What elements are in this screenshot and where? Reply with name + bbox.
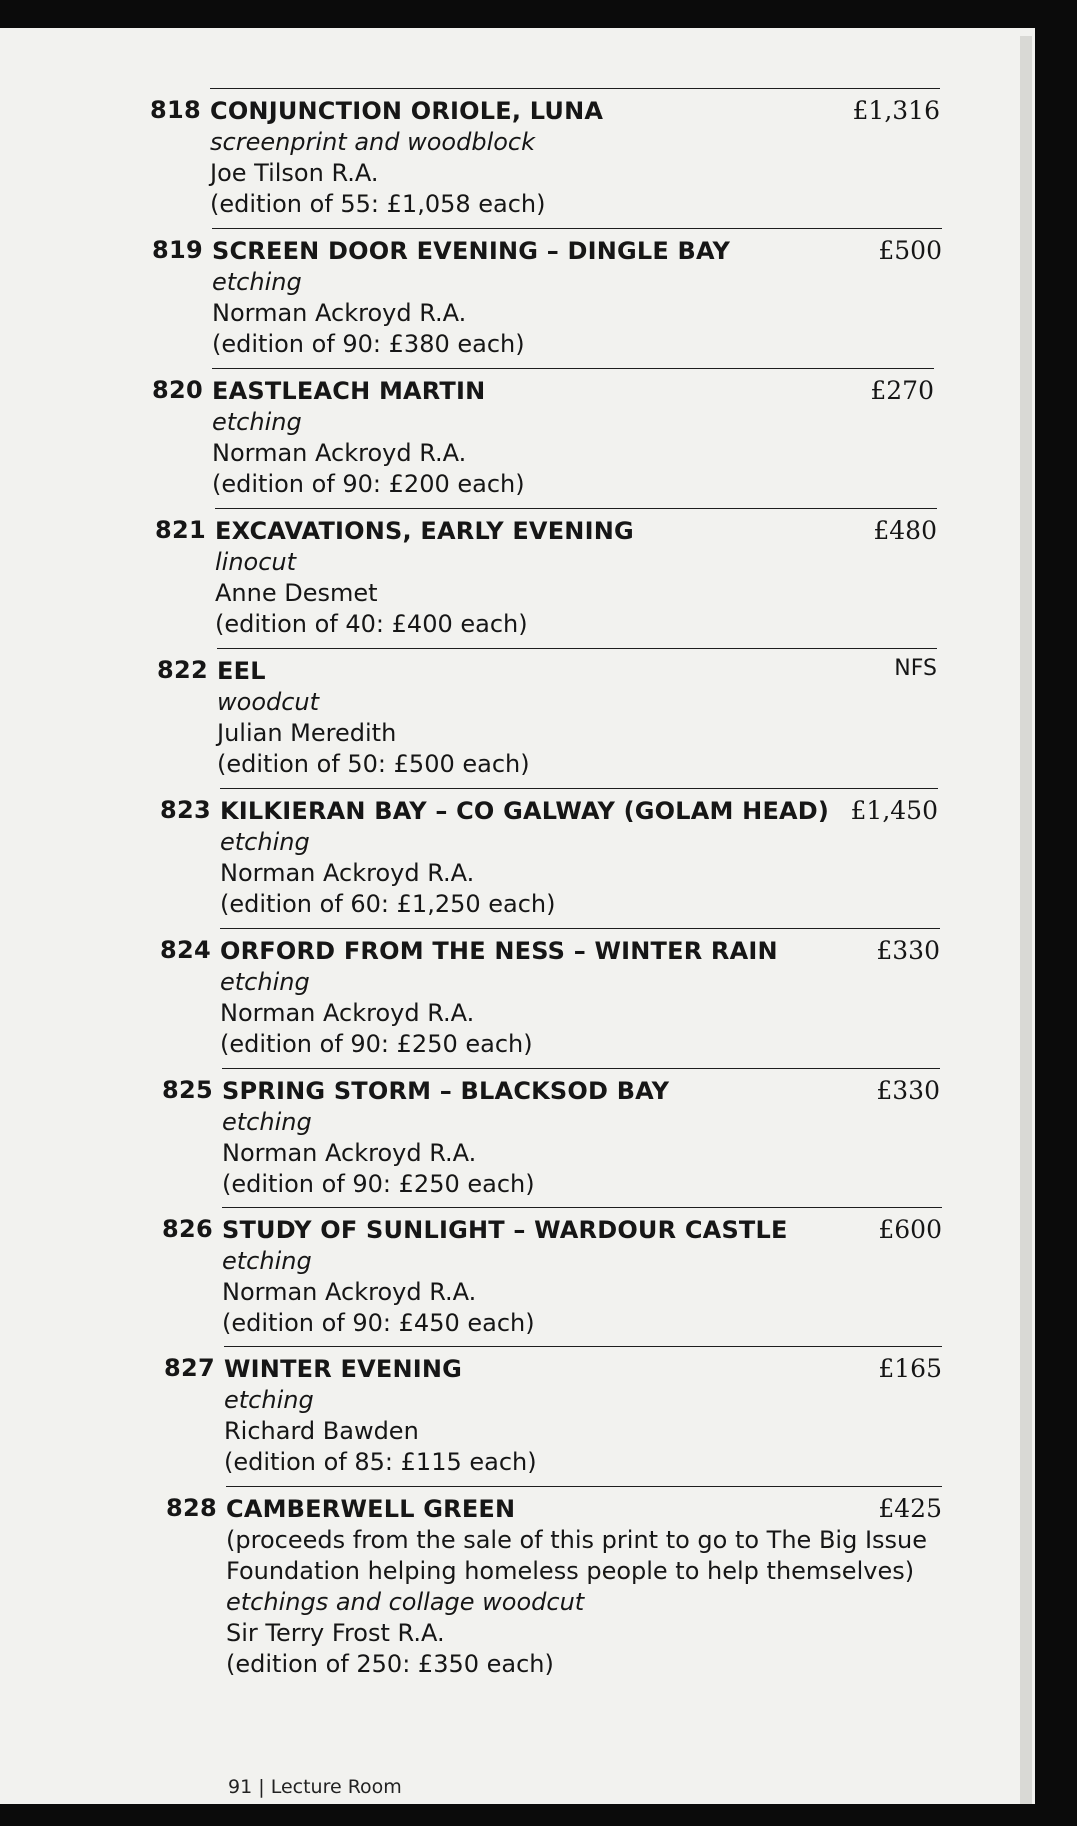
- entry-note: (proceeds from the sale of this print to go to The Big Issue: [226, 1526, 928, 1554]
- section-name: Lecture Room: [270, 1776, 402, 1798]
- entry-title: KILKIERAN BAY – CO GALWAY (GOLAM HEAD): [220, 797, 830, 825]
- entry-artist: Sir Terry Frost R.A.: [226, 1619, 445, 1647]
- entry-edition: (edition of 90: £250 each): [222, 1170, 535, 1198]
- entry-number: 820: [152, 376, 203, 404]
- entry-rule: [212, 228, 942, 229]
- entry-artist: Norman Ackroyd R.A.: [222, 1278, 477, 1306]
- entry-rule: [226, 1486, 942, 1487]
- entry-rule: [215, 508, 937, 509]
- entry-medium: etching: [224, 1386, 314, 1414]
- entry-title: ORFORD FROM THE NESS – WINTER RAIN: [220, 937, 778, 965]
- catalogue-entry-825: [162, 1068, 940, 1208]
- entry-number: 823: [160, 796, 211, 824]
- entry-price: £1,316: [852, 96, 940, 125]
- catalogue-entry-819: [152, 228, 942, 368]
- entry-price: £330: [876, 936, 940, 965]
- entry-title: STUDY OF SUNLIGHT – WARDOUR CASTLE: [222, 1216, 788, 1244]
- entry-rule: [224, 1346, 942, 1347]
- entry-number: 828: [166, 1494, 217, 1522]
- entry-title: EASTLEACH MARTIN: [212, 377, 486, 405]
- entry-title: CAMBERWELL GREEN: [226, 1495, 516, 1523]
- catalogue-entry-822: [157, 648, 937, 788]
- entry-edition: (edition of 60: £1,250 each): [220, 890, 556, 918]
- entry-price: £425: [878, 1494, 942, 1523]
- entry-edition: (edition of 90: £380 each): [212, 330, 525, 358]
- entry-edition: (edition of 85: £115 each): [224, 1448, 537, 1476]
- entry-edition: (edition of 90: £200 each): [212, 470, 525, 498]
- entry-note: Foundation helping homeless people to help themselves): [226, 1557, 915, 1585]
- entry-artist: Norman Ackroyd R.A.: [212, 299, 467, 327]
- entry-price: £1,450: [850, 796, 938, 825]
- entry-edition: (edition of 90: £250 each): [220, 1030, 533, 1058]
- entry-price: £330: [876, 1076, 940, 1105]
- catalogue-entry-821: [155, 508, 937, 648]
- entry-rule: [212, 368, 934, 369]
- page-footer: [228, 1776, 402, 1798]
- entry-artist: Norman Ackroyd R.A.: [212, 439, 467, 467]
- entry-rule: [210, 88, 940, 89]
- entry-rule: [220, 788, 938, 789]
- entry-edition: (edition of 50: £500 each): [217, 750, 530, 778]
- entry-price: £165: [878, 1354, 942, 1383]
- catalogue-entry-826: [162, 1207, 942, 1347]
- catalogue-entry-823: [160, 788, 938, 928]
- entry-number: 824: [160, 936, 211, 964]
- catalogue-entry-827: [164, 1346, 942, 1486]
- entry-artist: Julian Meredith: [217, 719, 397, 747]
- entry-artist: Norman Ackroyd R.A.: [222, 1139, 477, 1167]
- entry-title: EEL: [217, 657, 266, 685]
- entry-number: 825: [162, 1076, 213, 1104]
- entry-edition: (edition of 55: £1,058 each): [210, 190, 546, 218]
- entry-artist: Norman Ackroyd R.A.: [220, 999, 475, 1027]
- entry-edition: (edition of 40: £400 each): [215, 610, 528, 638]
- entry-title: SCREEN DOOR EVENING – DINGLE BAY: [212, 237, 731, 265]
- entry-rule: [222, 1207, 942, 1208]
- entry-price: NFS: [894, 656, 937, 681]
- entry-title: SPRING STORM – BLACKSOD BAY: [222, 1077, 670, 1105]
- page-number: 91: [228, 1776, 253, 1798]
- entry-medium: etching: [222, 1108, 312, 1136]
- entry-title: WINTER EVENING: [224, 1355, 463, 1383]
- entry-medium: etching: [222, 1247, 312, 1275]
- entry-artist: Richard Bawden: [224, 1417, 419, 1445]
- entry-rule: [222, 1068, 940, 1069]
- entry-medium: screenprint and woodblock: [210, 128, 536, 156]
- entry-rule: [217, 648, 937, 649]
- entry-medium: woodcut: [217, 688, 320, 716]
- catalogue-entry-820: [152, 368, 934, 508]
- entry-medium: etchings and collage woodcut: [226, 1588, 585, 1616]
- entry-medium: etching: [220, 968, 310, 996]
- entry-rule: [220, 928, 940, 929]
- entry-artist: Joe Tilson R.A.: [210, 159, 379, 187]
- entry-number: 822: [157, 656, 208, 684]
- footer-separator: |: [258, 1776, 265, 1798]
- entry-number: 821: [155, 516, 206, 544]
- entry-medium: etching: [220, 828, 310, 856]
- entry-price: £270: [870, 376, 934, 405]
- entry-medium: linocut: [215, 548, 297, 576]
- entry-title: CONJUNCTION ORIOLE, LUNA: [210, 97, 604, 125]
- entry-title: EXCAVATIONS, EARLY EVENING: [215, 517, 634, 545]
- catalogue-entry-828: [166, 1486, 942, 1696]
- catalogue-entry-818: [150, 88, 940, 228]
- entry-edition: (edition of 90: £450 each): [222, 1309, 535, 1337]
- entry-artist: Norman Ackroyd R.A.: [220, 859, 475, 887]
- entry-artist: Anne Desmet: [215, 579, 378, 607]
- entry-number: 827: [164, 1354, 215, 1382]
- page-edge: [1020, 36, 1032, 1804]
- catalogue-page: [0, 28, 1035, 1804]
- entry-price: £480: [873, 516, 937, 545]
- entry-medium: etching: [212, 268, 302, 296]
- entry-edition: (edition of 250: £350 each): [226, 1650, 554, 1678]
- entry-price: £500: [878, 236, 942, 265]
- entry-number: 819: [152, 236, 203, 264]
- entry-number: 818: [150, 96, 201, 124]
- catalogue-entry-824: [160, 928, 940, 1068]
- entry-price: £600: [878, 1215, 942, 1244]
- entry-number: 826: [162, 1215, 213, 1243]
- entry-medium: etching: [212, 408, 302, 436]
